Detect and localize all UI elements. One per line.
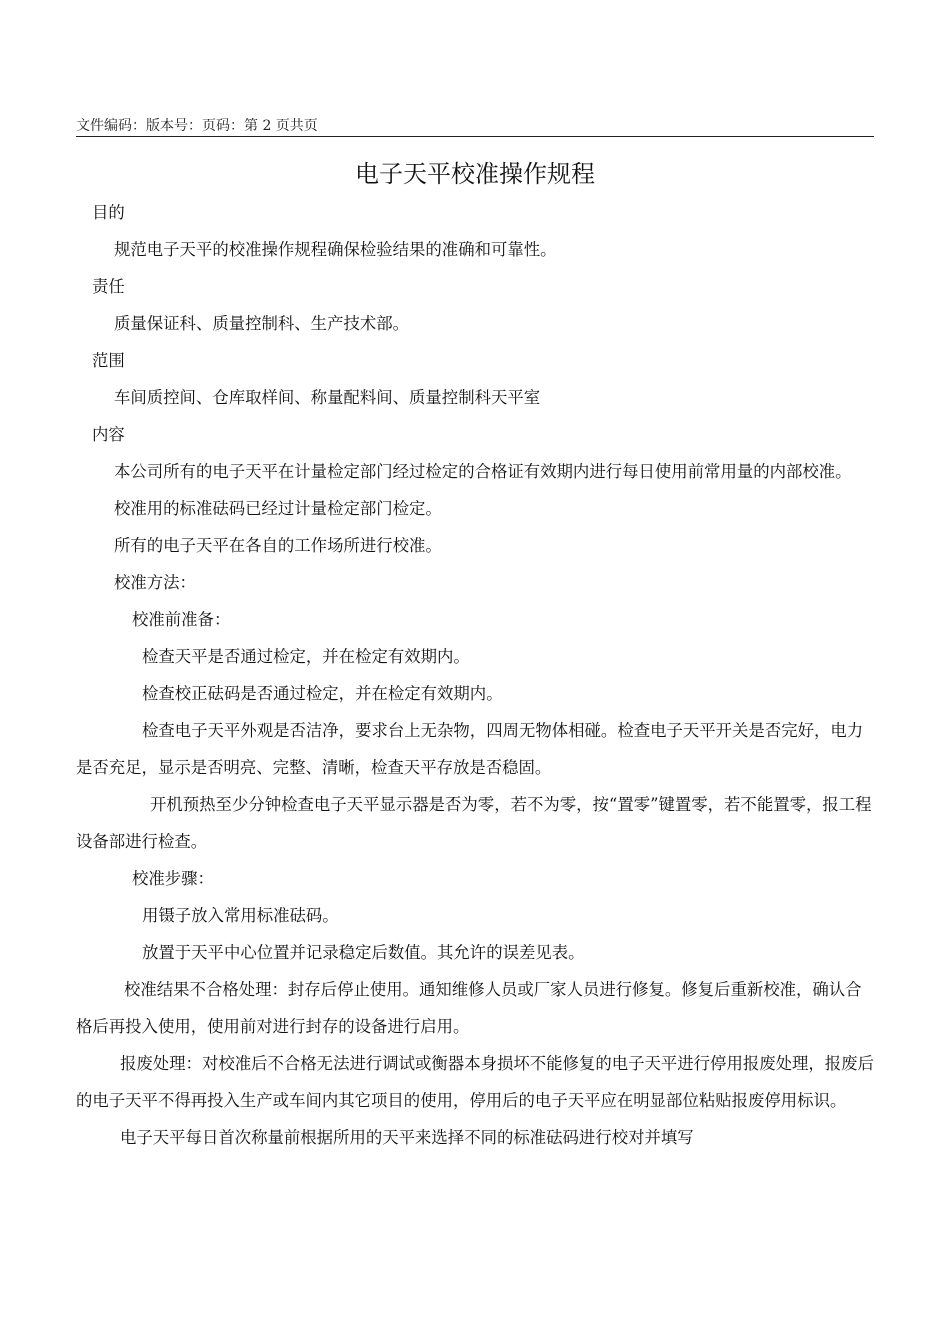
section-heading-purpose: 目的 xyxy=(92,203,125,222)
paragraph-prep-1: 检查天平是否通过检定，并在检定有效期内。 xyxy=(142,647,470,666)
document-header: 文件编码：版本号：页码：第 2 页共页 xyxy=(76,116,874,137)
paragraph-daily-check: 电子天平每日首次称量前根据所用的天平来选择不同的标准砝码进行校对并填写 xyxy=(120,1128,694,1147)
subheading-preparation: 校准前准备： xyxy=(132,610,231,629)
paragraph-scrap-handling: 报废处理：对校准后不合格无法进行调试或衡器本身损坏不能修复的电子天平进行停用报废处理，报废后的电子天平不得再投入生产或车间内其它项目的使用，停用后的电子天平应在明显部位粘贴报废停用标识。 xyxy=(76,1054,874,1110)
section-heading-content: 内容 xyxy=(92,425,125,444)
paragraph-purpose: 规范电子天平的校准操作规程确保检验结果的准确和可靠性。 xyxy=(114,240,557,259)
document-body xyxy=(76,194,874,1156)
section-heading-responsibility: 责任 xyxy=(92,277,125,296)
subheading-steps: 校准步骤： xyxy=(132,869,214,888)
section-heading-scope: 范围 xyxy=(92,351,125,370)
paragraph-scope: 车间质控间、仓库取样间、称量配料间、质量控制科天平室 xyxy=(114,388,541,407)
paragraph-fail-handling: 校准结果不合格处理：封存后停止使用。通知维修人员或厂家人员进行修复。修复后重新校准，确认合格后再投入使用，使用前对进行封存的设备进行启用。 xyxy=(76,980,862,1036)
paragraph-prep-2: 检查校正砝码是否通过检定，并在检定有效期内。 xyxy=(142,684,503,703)
paragraph-content-2: 校准用的标准砝码已经过计量检定部门检定。 xyxy=(114,499,442,518)
paragraph-step-1: 用镊子放入常用标准砝码。 xyxy=(142,906,339,925)
paragraph-prep-3: 检查电子天平外观是否洁净，要求台上无杂物，四周无物体相碰。检查电子天平开关是否完好，电力是否充足，显示是否明亮、完整、清晰，检查天平存放是否稳固。 xyxy=(76,721,864,777)
paragraph-step-2: 放置于天平中心位置并记录稳定后数值。其允许的误差见表。 xyxy=(142,943,585,962)
document-title: 电子天平校准操作规程 xyxy=(355,160,595,188)
paragraph-prep-4: 开机预热至少分钟检查电子天平显示器是否为零，若不为零，按“置零”键置零，若不能置零，报工程设备部进行检查。 xyxy=(76,795,872,851)
paragraph-content-1: 本公司所有的电子天平在计量检定部门经过检定的合格证有效期内进行每日使用前常用量的内部校准。 xyxy=(114,462,852,481)
paragraph-content-3: 所有的电子天平在各自的工作场所进行校准。 xyxy=(114,536,442,555)
paragraph-responsibility: 质量保证科、质量控制科、生产技术部。 xyxy=(114,314,410,333)
subheading-method: 校准方法： xyxy=(114,573,196,592)
